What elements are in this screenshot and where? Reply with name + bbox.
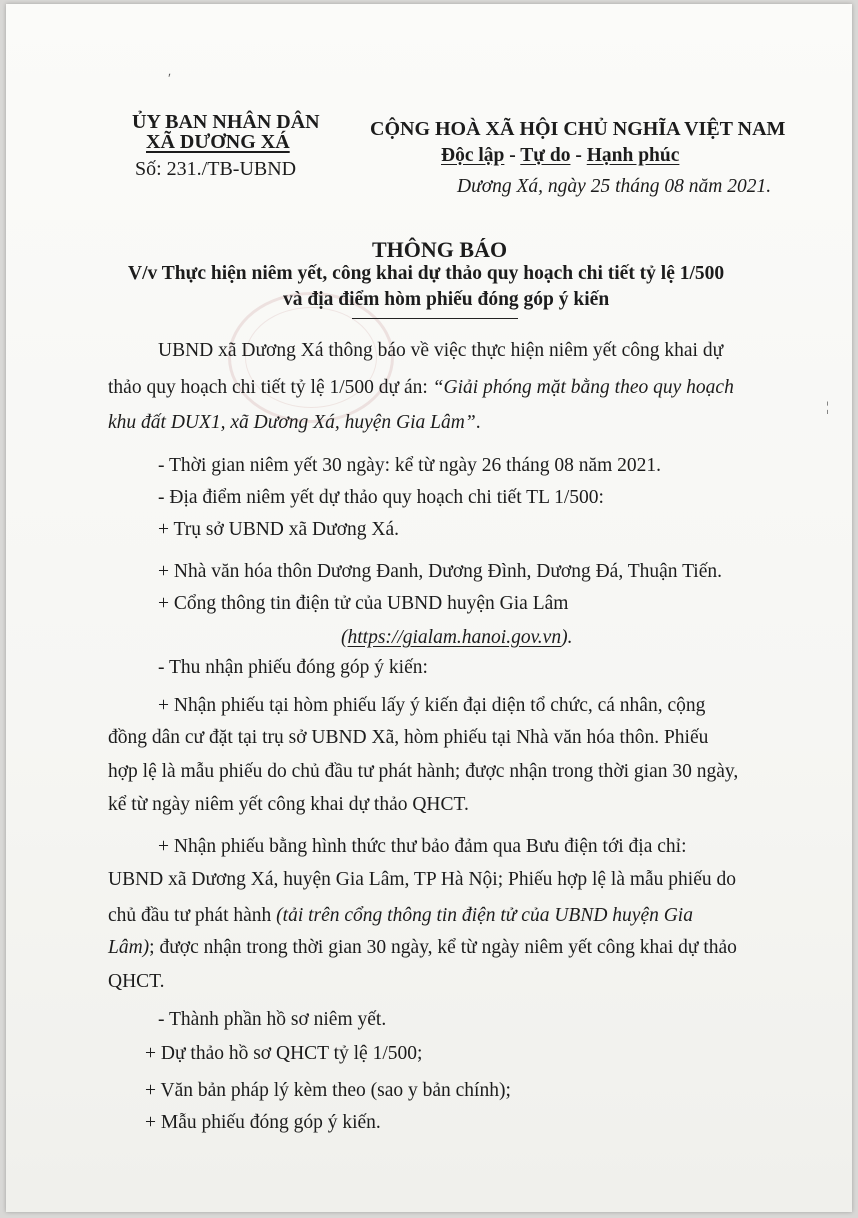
posting-period: - Thời gian niêm yết 30 ngày: kể từ ngày 26 tháng 08 năm 2021. — [158, 455, 662, 476]
feedback-method2-line2: UBND xã Dương Xá, huyện Gia Lâm, TP Hà Nội; Phiếu hợp lệ là mẫu phiếu do — [108, 869, 737, 890]
paragraph-intro-line2: thảo quy hoạch chi tiết tỷ lệ 1/500 dự án: “Giải phóng mặt bằng theo quy hoạch — [108, 377, 734, 398]
notice-subject-line2: và địa điểm hòm phiếu đóng góp ý kiến — [283, 289, 610, 310]
posting-place-item: + Trụ sở UBND xã Dương Xá. — [158, 519, 399, 540]
paragraph-intro-line1: UBND xã Dương Xá thông báo về việc thực hiện niêm yết công khai dự — [158, 340, 724, 361]
posted-documents-heading: - Thành phần hồ sơ niêm yết. — [158, 1009, 387, 1030]
commune-name: XÃ DƯƠNG XÁ — [146, 131, 290, 153]
national-motto: Độc lập - Tự do - Hạnh phúc — [441, 145, 680, 166]
feedback-method2-line5: QHCT. — [108, 971, 165, 992]
national-title: CỘNG HOÀ XÃ HỘI CHỦ NGHĨA VIỆT NAM — [370, 118, 786, 140]
feedback-method1-line4: kể từ ngày niêm yết công khai dự thảo QHCT. — [108, 794, 469, 815]
feedback-heading: - Thu nhận phiếu đóng góp ý kiến: — [158, 657, 428, 678]
feedback-method1-line3: hợp lệ là mẫu phiếu do chủ đầu tư phát hành; được nhận trong thời gian 30 ngày, — [108, 761, 739, 782]
pen-mark: ¦ — [826, 400, 829, 415]
title-underline — [352, 318, 518, 319]
posted-document-item: + Dự thảo hồ sơ QHCT tỷ lệ 1/500; — [145, 1043, 423, 1064]
portal-url-link: https://gialam.hanoi.gov.vn — [347, 627, 562, 648]
notice-title: THÔNG BÁO — [372, 237, 508, 262]
posted-document-item: + Văn bản pháp lý kèm theo (sao y bản chính); — [145, 1080, 511, 1101]
posting-place-item: + Cổng thông tin điện tử của UBND huyện Gia Lâm — [158, 593, 569, 614]
pen-mark: ʹ — [168, 72, 172, 87]
feedback-method1-line2: đồng dân cư đặt tại trụ sở UBND Xã, hòm phiếu tại Nhà văn hóa thôn. Phiếu — [108, 727, 709, 748]
posting-places-heading: - Địa điểm niêm yết dự thảo quy hoạch chi tiết TL 1/500: — [158, 487, 604, 508]
feedback-method1-line1: + Nhận phiếu tại hòm phiếu lấy ý kiến đại diện tổ chức, cá nhân, cộng — [158, 695, 706, 716]
feedback-method2-line3: chủ đầu tư phát hành (tải trên cổng thông tin điện tử của UBND huyện Gia — [108, 905, 693, 926]
paragraph-intro-line3: khu đất DUX1, xã Dương Xá, huyện Gia Lâm”. — [108, 412, 481, 433]
posting-place-item: + Nhà văn hóa thôn Dương Đanh, Dương Đình, Dương Đá, Thuận Tiến. — [158, 561, 722, 582]
agency-name: ỦY BAN NHÂN DÂN — [132, 111, 320, 133]
posted-document-item: + Mẫu phiếu đóng góp ý kiến. — [145, 1112, 381, 1133]
portal-url: (https://gialam.hanoi.gov.vn). — [341, 627, 573, 648]
document-number: Số: 231./TB-UBND — [135, 158, 297, 180]
feedback-method2-line1: + Nhận phiếu bằng hình thức thư bảo đảm qua Bưu điện tới địa chỉ: — [158, 836, 687, 857]
place-and-date: Dương Xá, ngày 25 tháng 08 năm 2021. — [457, 176, 772, 197]
notice-subject-line1: V/v Thực hiện niêm yết, công khai dự thảo quy hoạch chi tiết tỷ lệ 1/500 — [128, 263, 725, 284]
feedback-method2-line4: Lâm); được nhận trong thời gian 30 ngày, kể từ ngày niêm yết công khai dự thảo — [108, 937, 737, 958]
